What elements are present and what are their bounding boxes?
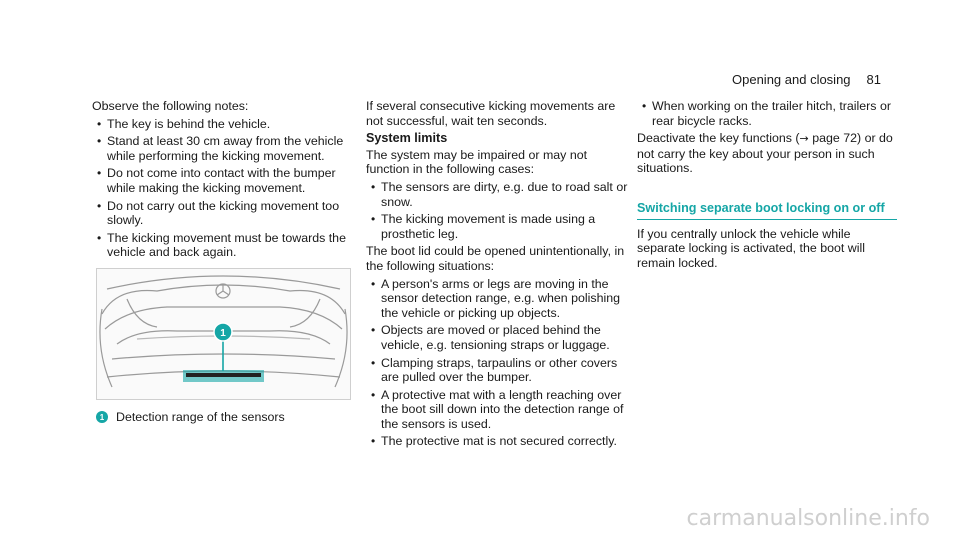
list-item: • Do not come into contact with the bumper while making the kicking movement. xyxy=(92,166,352,195)
list-item: • A protective mat with a length reaching over the boot sill down into the detection range of the sensors is used. xyxy=(366,388,628,432)
paragraph: If several consecutive kicking movements are not successful, wait ten seconds. xyxy=(366,99,616,128)
column-middle xyxy=(366,99,628,452)
list-item: • When working on the trailer hitch, trailers or rear bicycle racks. xyxy=(637,99,897,128)
list-item: • Clamping straps, tarpaulins or other covers are pulled over the bumper. xyxy=(366,356,628,385)
watermark: carmanualsonline.info xyxy=(686,506,930,531)
list-item: • The kicking movement is made using a prosthetic leg. xyxy=(366,212,628,241)
list-item: • The protective mat is not secured correctly. xyxy=(366,434,628,449)
situations-list xyxy=(366,277,628,450)
page-reference-link[interactable]: page 72) or do not carry the key about your person in such situations. xyxy=(637,131,893,176)
list-item: • The key is behind the vehicle. xyxy=(92,117,352,132)
list-item: • The sensors are dirty, e.g. due to road salt or snow. xyxy=(366,180,628,209)
list-item: • Do not carry out the kicking movement too slowly. xyxy=(92,199,352,228)
list-item: • The kicking movement must be towards the vehicle and back again. xyxy=(92,231,352,260)
paragraph: The system may be impaired or may not function in the following cases: xyxy=(366,147,588,177)
list-item: • Objects are moved or placed behind the vehicle, e.g. tensioning straps or luggage. xyxy=(366,323,628,352)
column-left xyxy=(92,99,352,263)
arrow-icon: → xyxy=(799,132,809,146)
deactivate-paragraph xyxy=(637,131,897,176)
system-limits-heading: System limits xyxy=(366,131,448,146)
notes-intro: Observe the following notes: xyxy=(92,99,249,113)
figure-caption xyxy=(96,410,285,424)
paragraph: If you centrally unlock the vehicle while separate locking is activated, the boot will remain locked. xyxy=(637,226,865,270)
list-item: • Stand at least 30 cm away from the vehicle while performing the kicking movement. xyxy=(92,134,352,163)
rear-bumper-illustration xyxy=(96,268,351,400)
figure-badge: 1 xyxy=(220,328,226,339)
boot-locking-heading: Switching separate boot locking on or off xyxy=(637,201,897,220)
column-right xyxy=(637,99,897,273)
section-title: Opening and closing xyxy=(732,72,851,87)
notes-list xyxy=(92,117,352,260)
limits-list xyxy=(366,180,628,241)
paragraph: The boot lid could be opened unintentionally, in the following situations: xyxy=(366,244,625,273)
list-item: • A person's arms or legs are moving in the sensor detection range, e.g. when polishing the vehicle or picking up objects. xyxy=(366,277,628,321)
caption-text: Detection range of the sensors xyxy=(116,410,285,424)
car-rear-drawing xyxy=(97,269,350,399)
caption-badge: 1 xyxy=(96,411,108,423)
extra-list xyxy=(637,99,897,128)
deactivate-text-start: Deactivate the key functions ( xyxy=(637,131,800,146)
page-number: 81 xyxy=(866,72,881,87)
page-header xyxy=(732,72,881,87)
